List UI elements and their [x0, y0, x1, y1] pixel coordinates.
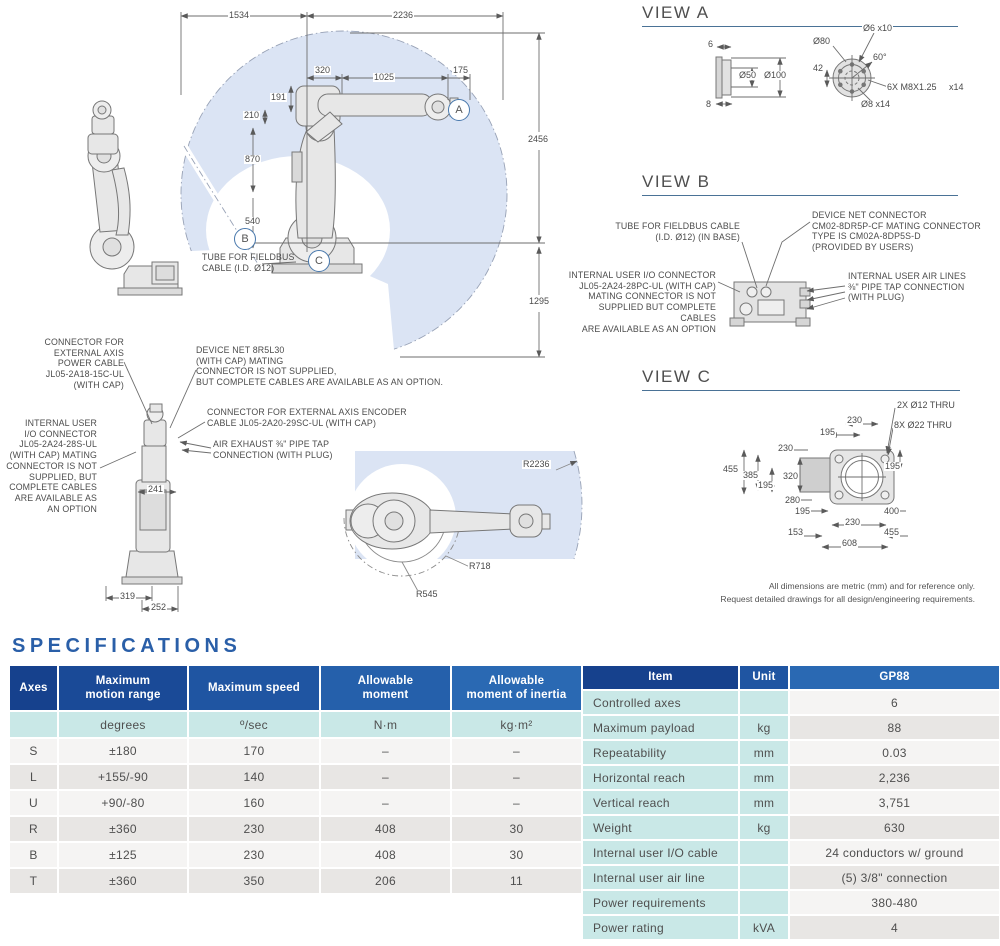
air-exhaust-callout: AIR EXHAUST ⅜" PIPE TAP CONNECTION (WITH PLUG) — [213, 439, 333, 460]
dim-label: 175 — [453, 65, 469, 75]
view-b-air-lines-callout: INTERNAL USER AIR LINES ⅜" PIPE TAP CONNECTION (WITH PLUG) — [848, 271, 967, 303]
unit-cell: kVA — [740, 916, 788, 939]
ext-axis-power-callout: CONNECTOR FOR EXTERNAL AXIS POWER CABLE JL05-2A18-15C-UL (WITH CAP) — [44, 337, 124, 390]
moment-cell: – — [321, 765, 450, 789]
dim-label: Ø6 x10 — [863, 23, 893, 33]
specifications-title: SPECIFICATIONS — [12, 635, 242, 657]
dim-label: 400 — [884, 506, 900, 516]
axis-cell: U — [10, 791, 57, 815]
value-cell: 24 conductors w/ ground — [790, 841, 999, 864]
dim-label: 2236 — [393, 10, 414, 20]
moment-cell: 408 — [321, 817, 450, 841]
column-header: Unit — [740, 666, 788, 689]
speed-cell: 230 — [189, 843, 319, 867]
inertia-cell: – — [452, 739, 581, 763]
value-cell: 88 — [790, 716, 999, 739]
item-cell: Weight — [583, 816, 738, 839]
inertia-cell: 30 — [452, 843, 581, 867]
model-spec-table — [583, 666, 999, 939]
tube-fieldbus-callout: TUBE FOR FIELDBUS CABLE (I.D. Ø12) — [202, 252, 295, 273]
range-cell: +155/-90 — [59, 765, 187, 789]
speed-cell: 230 — [189, 817, 319, 841]
dim-label: 870 — [245, 154, 261, 164]
speed-cell: 160 — [189, 791, 319, 815]
item-cell: Controlled axes — [583, 691, 738, 714]
column-header: Axes — [10, 666, 57, 710]
inertia-cell: – — [452, 791, 581, 815]
value-cell: 3,751 — [790, 791, 999, 814]
speed-cell: 350 — [189, 869, 319, 893]
unit-cell: º/sec — [189, 712, 319, 737]
dim-label: Ø100 — [764, 70, 787, 80]
range-cell: +90/-80 — [59, 791, 187, 815]
speed-cell: 140 — [189, 765, 319, 789]
value-cell: 4 — [790, 916, 999, 939]
axis-cell: T — [10, 869, 57, 893]
moment-cell: 206 — [321, 869, 450, 893]
column-header: Allowable moment — [321, 666, 450, 710]
range-cell: ±360 — [59, 869, 187, 893]
column-header: Item — [583, 666, 738, 689]
inertia-cell: 11 — [452, 869, 581, 893]
dim-label: 608 — [842, 538, 858, 548]
view-a-drawing — [716, 33, 891, 104]
view-b-tube-callout: TUBE FOR FIELDBUS CABLE (I.D. Ø12) (IN BASE) — [615, 221, 740, 242]
radius-label: R545 — [416, 589, 438, 599]
axis-cell: R — [10, 817, 57, 841]
item-cell: Internal user I/O cable — [583, 841, 738, 864]
item-cell: Horizontal reach — [583, 766, 738, 789]
ext-axis-encoder-callout: CONNECTOR FOR EXTERNAL AXIS ENCODER CABLE JL05-2A20-29SC-UL (WITH CAP) — [207, 407, 407, 428]
marker-b: B — [234, 228, 256, 250]
view-b-device-net-callout: DEVICE NET CONNECTOR CM02-8DR5P-CF MATING CONNECTOR TYPE IS CM02A-8DP5S-D (PROVIDED BY USERS) — [812, 210, 981, 253]
dim-label: 540 — [245, 216, 261, 226]
inertia-cell: 30 — [452, 817, 581, 841]
column-header: Maximum motion range — [59, 666, 187, 710]
dim-label: 1025 — [374, 72, 395, 82]
inertia-cell: – — [452, 765, 581, 789]
robot-side-pose-view — [88, 101, 182, 295]
dim-label: 6 — [708, 39, 714, 49]
item-cell: Power rating — [583, 916, 738, 939]
unit-cell — [740, 891, 788, 914]
dim-label: 42 — [813, 63, 824, 73]
moment-cell: – — [321, 739, 450, 763]
dim-label: 195 — [820, 427, 836, 437]
unit-cell: kg·m² — [452, 712, 581, 737]
dim-label: 8 — [706, 99, 712, 109]
item-cell: Power requirements — [583, 891, 738, 914]
unit-cell — [10, 712, 57, 737]
dim-label: 1295 — [529, 296, 550, 306]
column-header: Allowable moment of inertia — [452, 666, 581, 710]
moment-cell: 408 — [321, 843, 450, 867]
value-cell: (5) 3/8" connection — [790, 866, 999, 889]
dim-label: 320 — [783, 471, 799, 481]
unit-cell: degrees — [59, 712, 187, 737]
dim-label: 191 — [271, 92, 287, 102]
axes-spec-table — [10, 666, 581, 893]
dim-label: 195 — [758, 480, 774, 490]
dim-label: 153 — [788, 527, 804, 537]
unit-cell: N·m — [321, 712, 450, 737]
axis-cell: B — [10, 843, 57, 867]
unit-cell: mm — [740, 766, 788, 789]
radius-label: R2236 — [523, 459, 550, 469]
axis-cell: S — [10, 739, 57, 763]
dim-label: 230 — [847, 415, 863, 425]
dim-label: Ø80 — [813, 36, 831, 46]
value-cell: 630 — [790, 816, 999, 839]
dim-label: 455 — [723, 464, 739, 474]
dim-label: 6X M8X1.25 — [887, 82, 937, 92]
dim-label: 280 — [785, 495, 801, 505]
item-cell: Vertical reach — [583, 791, 738, 814]
dim-label: 195 — [885, 461, 901, 471]
dim-label: 210 — [244, 110, 260, 120]
dim-label: 320 — [315, 65, 331, 75]
view-b-title: VIEW B — [642, 172, 958, 196]
value-cell: 6 — [790, 691, 999, 714]
dim-label: 241 — [148, 484, 164, 494]
moment-cell: – — [321, 791, 450, 815]
unit-cell: mm — [740, 791, 788, 814]
view-c-title: VIEW C — [642, 367, 960, 391]
unit-cell — [740, 866, 788, 889]
value-cell: 2,236 — [790, 766, 999, 789]
item-cell: Repeatability — [583, 741, 738, 764]
dim-label: Ø50 — [739, 70, 757, 80]
marker-c: C — [308, 250, 330, 272]
device-net-callout: DEVICE NET 8R5L30 (WITH CAP) MATING CONNECTOR IS NOT SUPPLIED, BUT COMPLETE CABLES ARE AVAILABLE AS AN OPTION. — [196, 345, 444, 388]
column-header: Maximum speed — [189, 666, 319, 710]
unit-cell: mm — [740, 741, 788, 764]
dim-label: 230 — [778, 443, 794, 453]
disclaimer-text: All dimensions are metric (mm) and for reference only. Request detailed drawings for all design/engineering requirements. — [720, 581, 975, 605]
dim-label: x14 — [949, 82, 964, 92]
dim-label: Ø8 x14 — [861, 99, 891, 109]
value-cell: 380-480 — [790, 891, 999, 914]
item-cell: Maximum payload — [583, 716, 738, 739]
marker-a: A — [448, 99, 470, 121]
radius-label: R718 — [469, 561, 491, 571]
unit-cell — [740, 841, 788, 864]
dim-label: 230 — [845, 517, 861, 527]
column-header: GP88 — [790, 666, 999, 689]
thru-callout: 8X Ø22 THRU — [894, 420, 952, 430]
item-cell: Internal user air line — [583, 866, 738, 889]
dim-label: 252 — [151, 602, 167, 612]
range-cell: ±180 — [59, 739, 187, 763]
range-cell: ±360 — [59, 817, 187, 841]
dim-label: 2456 — [528, 134, 549, 144]
dim-label: 455 — [884, 527, 900, 537]
axis-cell: L — [10, 765, 57, 789]
range-cell: ±125 — [59, 843, 187, 867]
internal-io-callout: INTERNAL USER I/O CONNECTOR JL05-2A24-28S-UL (WITH CAP) MATING CONNECTOR IS NOT SUPPLIED, BUT COMPLETE CABLES ARE AVAILABLE AS AN OPTION — [6, 418, 97, 514]
view-b-internal-io-callout: INTERNAL USER I/O CONNECTOR JL05-2A24-28PC-UL (WITH CAP) MATING CONNECTOR IS NOT SUPPLIED BUT COMPLETE CABLES ARE AVAILABLE AS AN OPTION — [568, 270, 716, 334]
dim-label: 319 — [120, 591, 136, 601]
dim-label: 195 — [795, 506, 811, 516]
view-a-title: VIEW A — [642, 3, 958, 27]
thru-callout: 2X Ø12 THRU — [897, 400, 955, 410]
unit-cell: kg — [740, 716, 788, 739]
unit-cell — [740, 691, 788, 714]
dim-label: 385 — [743, 470, 759, 480]
unit-cell: kg — [740, 816, 788, 839]
dim-label: 60° — [873, 52, 887, 62]
value-cell: 0.03 — [790, 741, 999, 764]
speed-cell: 170 — [189, 739, 319, 763]
dim-label: 1534 — [229, 10, 250, 20]
